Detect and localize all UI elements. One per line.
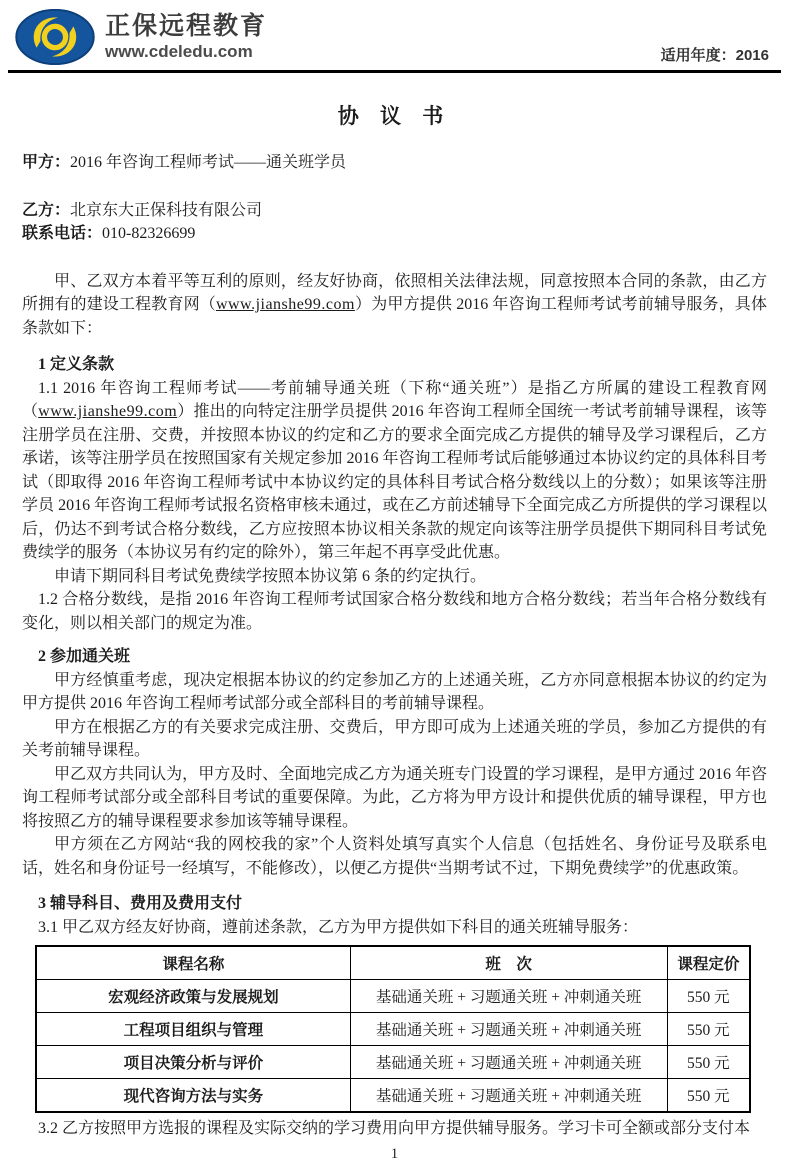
page-title: 协 议 书 xyxy=(337,104,452,128)
intro-paragraph xyxy=(22,270,767,341)
classes-cell: 基础通关班 + 习题通关班 + 冲刺通关班 xyxy=(350,1079,667,1113)
table-row xyxy=(36,980,750,1013)
price-cell: 550 元 xyxy=(667,980,750,1013)
phone-value: 010-82326699 xyxy=(102,225,196,242)
jianshe99-link[interactable]: www.jianshe99.com xyxy=(38,403,178,420)
page-header xyxy=(8,8,781,73)
column-header-price: 课程定价 xyxy=(667,946,750,980)
classes-cell: 基础通关班 + 习题通关班 + 冲刺通关班 xyxy=(350,1013,667,1046)
classes-cell: 基础通关班 + 习题通关班 + 冲刺通关班 xyxy=(350,1046,667,1079)
intro-text-2: ）为甲方提供 2016 年咨询工程师考试考前辅导服务，具体条款如下： xyxy=(22,296,767,337)
party-a-value: 2016 年咨询工程师考试——通关班学员 xyxy=(70,154,347,171)
clause-3-1: 3.1 甲乙双方经友好协商，遵前述条款，乙方为甲方提供如下科目的通关班辅导服务： xyxy=(38,918,639,936)
table-header-row xyxy=(36,946,750,980)
course-name-cell: 现代咨询方法与实务 xyxy=(36,1079,350,1113)
clause-3-2: 3.2 乙方按照甲方选报的课程及实际交纳的学习费用向甲方提供辅导服务。学习卡可全额或部分支付本 xyxy=(38,1120,751,1137)
classes-cell: 基础通关班 + 习题通关班 + 冲刺通关班 xyxy=(350,980,667,1013)
price-cell: 550 元 xyxy=(667,1013,750,1046)
party-a-line xyxy=(22,151,767,175)
course-name-cell: 宏观经济政策与发展规划 xyxy=(36,980,350,1013)
section-3-heading: 3 辅导科目、费用及费用支付 xyxy=(38,895,243,912)
course-name-cell: 项目决策分析与评价 xyxy=(36,1046,350,1079)
parties-block xyxy=(22,151,767,246)
page-number: 1 xyxy=(390,1145,399,1162)
clause-2-p4: 甲方须在乙方网站“我的网校我的家”个人资料处填写真实个人信息（包括姓名、身份证号及联系电话，姓名和身份证号一经填写，不能修改），以便乙方提供“当期考试不过，下期免费续学”的优惠政策。 xyxy=(22,836,767,877)
table-row xyxy=(36,1013,750,1046)
phone-label: 联系电话： xyxy=(22,225,103,242)
brand-website: www.cdeledu.com xyxy=(105,42,253,61)
jianshe99-link[interactable]: www.jianshe99.com xyxy=(215,296,355,313)
clause-1-1-text-1: 1.1 2016 年咨询工程师考试——考前辅导通关班（下称“通关班”）是指乙方所属的建设工程教育网（ xyxy=(22,379,767,420)
section-2-heading: 2 参加通关班 xyxy=(38,648,131,665)
column-header-course: 课程名称 xyxy=(36,946,350,980)
clause-2-p3: 甲乙双方共同认为，甲方及时、全面地完成乙方为通关班专门设置的学习课程，是甲方通过 2016 年咨询工程师考试部分或全部科目考试的重要保障。为此，乙方将为甲方设计和提供优质的辅导课程，甲方也将按照乙方的辅导课程要求参加该等辅导课程。 xyxy=(22,765,767,830)
course-name-cell: 工程项目组织与管理 xyxy=(36,1013,350,1046)
clause-2-p1: 甲方经慎重考虑，现决定根据本协议的约定参加乙方的上述通关班，乙方亦同意根据本协议的约定为甲方提供 2016 年咨询工程师考试部分或全部科目的考前辅导课程。 xyxy=(22,671,767,712)
party-a-label: 甲方： xyxy=(22,154,71,171)
party-b-label: 乙方： xyxy=(22,201,71,219)
clause-2-p2: 甲方在根据乙方的有关要求完成注册、交费后，甲方即可成为上述通关班的学员，参加乙方提供的有关考前辅导课程。 xyxy=(22,718,767,759)
brand-name: 正保远程教育 xyxy=(105,12,268,40)
spacer xyxy=(22,175,767,199)
clause-1-2: 1.2 合格分数线，是指 2016 年咨询工程师考试国家合格分数线和地方合格分数线；若当年合格分数线有变化，则以相关部门的规定为准。 xyxy=(22,591,767,632)
brand-logo xyxy=(14,8,267,66)
course-fee-table xyxy=(35,945,751,1113)
table-row xyxy=(36,1079,750,1113)
price-cell: 550 元 xyxy=(667,1046,750,1079)
phone-line xyxy=(22,222,767,246)
price-cell: 550 元 xyxy=(667,1079,750,1113)
clause-1-1 xyxy=(22,377,767,565)
intro-text-1: 甲、乙双方本着平等互利的原则，经友好协商，依照相关法律法规，同意按照本合同的条款，由乙方所拥有的建设工程教育网（ xyxy=(22,272,767,313)
section-1-heading: 1 定义条款 xyxy=(38,356,115,373)
party-b-value: 北京东大正保科技有限公司 xyxy=(70,201,263,219)
swirl-globe-icon xyxy=(14,8,96,66)
party-b-line xyxy=(22,199,767,223)
table-row xyxy=(36,1046,750,1079)
clause-renewal: 申请下期同科目考试免费续学按照本协议第 6 条的约定执行。 xyxy=(54,567,487,585)
clause-1-1-text-2: ）推出的向特定注册学员提供 2016 年咨询工程师全国统一考试考前辅导课程，该等注册学员在注册、交费，并按照本协议的约定和乙方的要求全面完成乙方提供的辅导及学习课程后，乙方承诺，该等注册学员在按照国家有关规定参加 2016 年咨询工程师考试后能够通过本协议约定的具体科目考试（即取得 2016 年咨询工程师考试中本协议约定的具体科目考试合格分数线以上的分数）；如果该等注册学员 2016 年咨询工程师考试报名资格审核未通过，或在乙方前述辅导下全面完成乙方所提供的学习课程以后，仍达不到考试合格分数线，乙方应按照本协议相关条款的规定向该等注册学员提供下期同科目考试免费续学的服务（本协议另有约定的除外），第三年起不再享受此优惠。 xyxy=(22,403,767,561)
column-header-classes: 班 次 xyxy=(350,946,667,980)
applicable-year-label: 适用年度：2016 xyxy=(660,47,769,64)
